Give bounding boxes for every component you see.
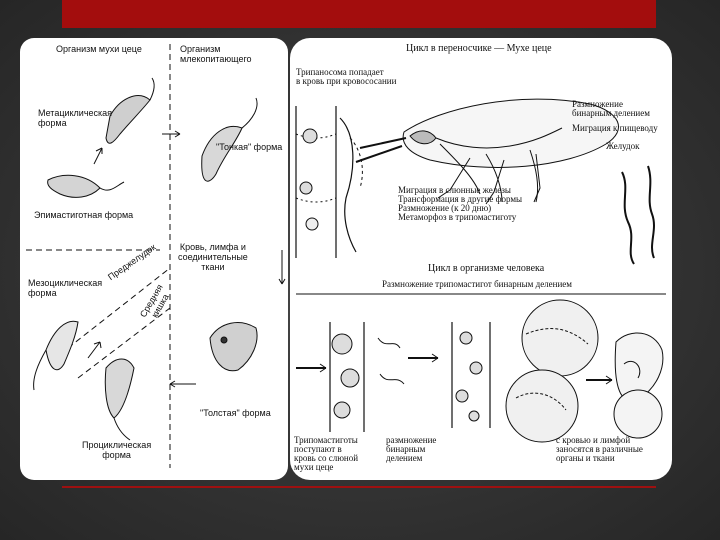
epimastigote-label: Эпимастиготная форма	[34, 210, 134, 220]
enter-blood-label: Трипомастиготы поступают в кровь со слюной мухи цеце	[294, 435, 359, 472]
header-red-bar	[62, 0, 656, 28]
human-cycle-title: Цикл в организме человека	[428, 263, 545, 274]
blood-lymph-label: Кровь, лимфа и соединительные ткани	[178, 242, 248, 272]
metacyclic-label: Метациклическая форма	[38, 108, 113, 128]
human-reproduction-label: Размножение трипомастигот бинарным делением	[382, 279, 572, 289]
life-cycle-panel	[290, 38, 672, 480]
organs-label: с кровью и лимфой заносятся в различные органы и ткани	[556, 435, 643, 463]
proventriculus-label: Преджелудок	[106, 241, 158, 283]
migration-label: Миграция к пищеводу	[572, 123, 658, 133]
binary-division-label: размножение бинарным делением	[386, 435, 437, 463]
mesocyclic-label: Мезоциклическая форма	[28, 278, 103, 298]
fly-cycle-title: Цикл в переносчике — Мухе цеце	[406, 43, 552, 54]
thin-form-label: "Тонкая" форма	[216, 142, 283, 152]
entry-label: Трипаносома попадает в кровь при кровососании	[296, 67, 397, 86]
mammal-host-label: Организм млекопитающего	[180, 44, 252, 64]
thick-form-label: "Толстая" форма	[200, 408, 271, 418]
stomach-label: Желудок	[606, 141, 640, 151]
trypanosome-forms-panel	[20, 38, 288, 480]
procyclic-label: Проциклическая форма	[82, 440, 152, 460]
salivary-label: Миграция в слюнные железы Трансформация в другие формы Размножение (к 20 дню) Метаморфоз в трипомастиготу	[398, 185, 523, 222]
midgut-label: Средняя кишка	[138, 282, 171, 320]
fly-host-label: Организм мухи цеце	[56, 44, 142, 54]
fly-reproduction-label: Размножение бинарным делением	[572, 99, 650, 118]
footer-red-line	[62, 486, 656, 488]
